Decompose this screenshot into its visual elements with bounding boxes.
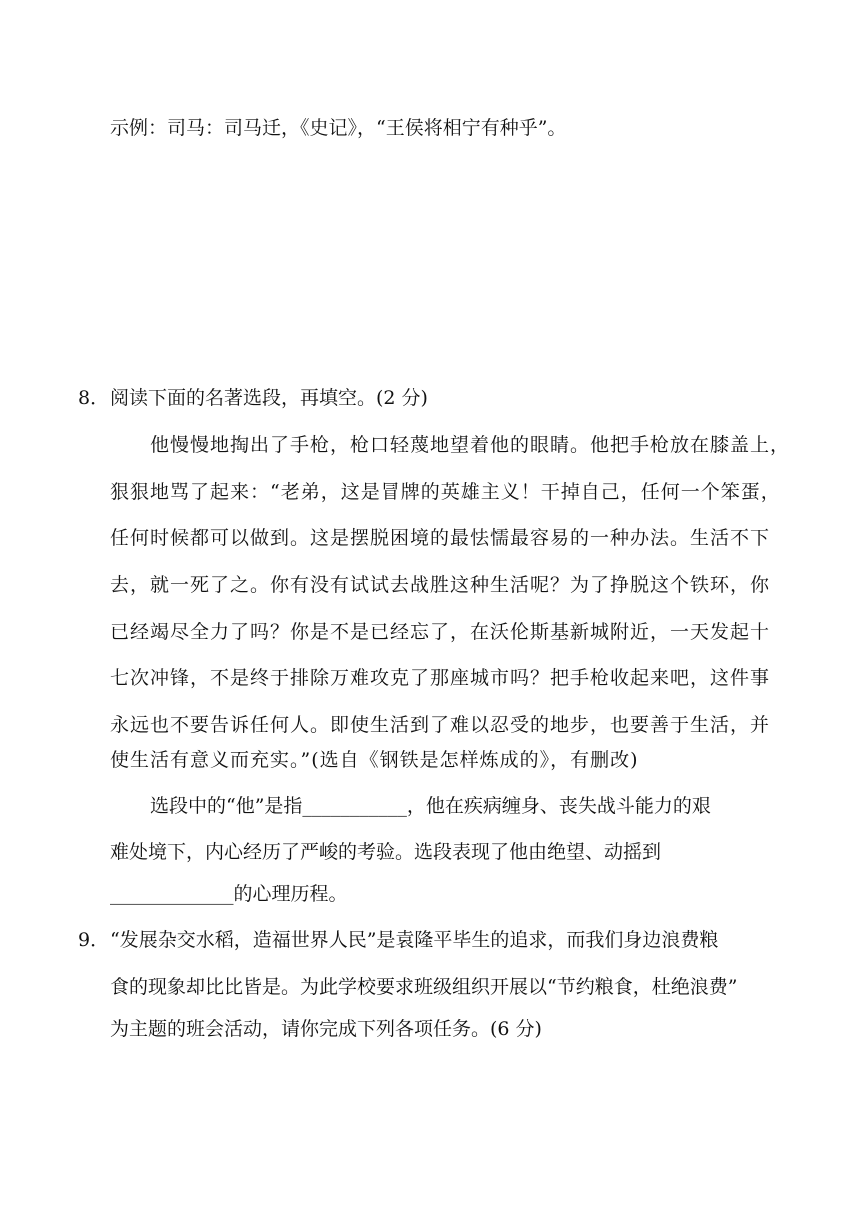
example-line: 示例：司马：司马迁，《史记》，“王侯将相宁有种乎”。 <box>110 117 567 139</box>
passage-line: 七次冲锋，不是终于排除万难攻克了那座城市吗？把手枪收起来吧，这件事 <box>110 667 771 689</box>
question-9-line: 食的现象却比比皆是。为此学校要求班级组织开展以“节约粮食，杜绝浪费” <box>110 976 738 998</box>
fill-line: 选段中的“他”是指___________，他在疾病缠身、丧失战斗能力的艰 <box>150 795 711 817</box>
fill-line: 难处境下，内心经历了严峻的考验。选段表现了他由绝望、动摇到 <box>110 841 662 863</box>
question-8-number: 8． <box>78 387 110 409</box>
question-9-line: “发展杂交水稻，造福世界人民”是袁隆平毕生的追求，而我们身边浪费粮 <box>110 929 719 951</box>
passage-line: 他慢慢地掏出了手枪，枪口轻蔑地望着他的眼睛。他把手枪放在膝盖上， <box>150 434 791 456</box>
fill-line: _____________的心理历程。 <box>110 883 348 905</box>
passage-line: 已经竭尽全力了吗？你是不是已经忘了，在沃伦斯基新城附近，一天发起十 <box>110 621 771 643</box>
passage-line: 狠狠地骂了起来：“老弟，这是冒牌的英雄主义！干掉自己，任何一个笨蛋， <box>110 481 781 503</box>
passage-line: 永远也不要告诉任何人。即使生活到了难以忍受的地步，也要善于生活，并 <box>110 714 771 736</box>
passage-line: 去，就一死了之。你有没有试试去战胜这种生活呢？为了挣脱这个铁环，你 <box>110 574 771 596</box>
question-8-prompt: 阅读下面的名著选段，再填空。(2 分) <box>110 387 428 409</box>
passage-line: 任何时候都可以做到。这是摆脱困境的最怯懦最容易的一种办法。生活不下 <box>110 527 771 549</box>
passage-line: 使生活有意义而充实。”(选自《钢铁是怎样炼成的》，有删改) <box>110 749 639 771</box>
question-9-line: 为主题的班会活动，请你完成下列各项任务。(6 分) <box>110 1018 542 1040</box>
question-9-number: 9． <box>78 929 110 951</box>
